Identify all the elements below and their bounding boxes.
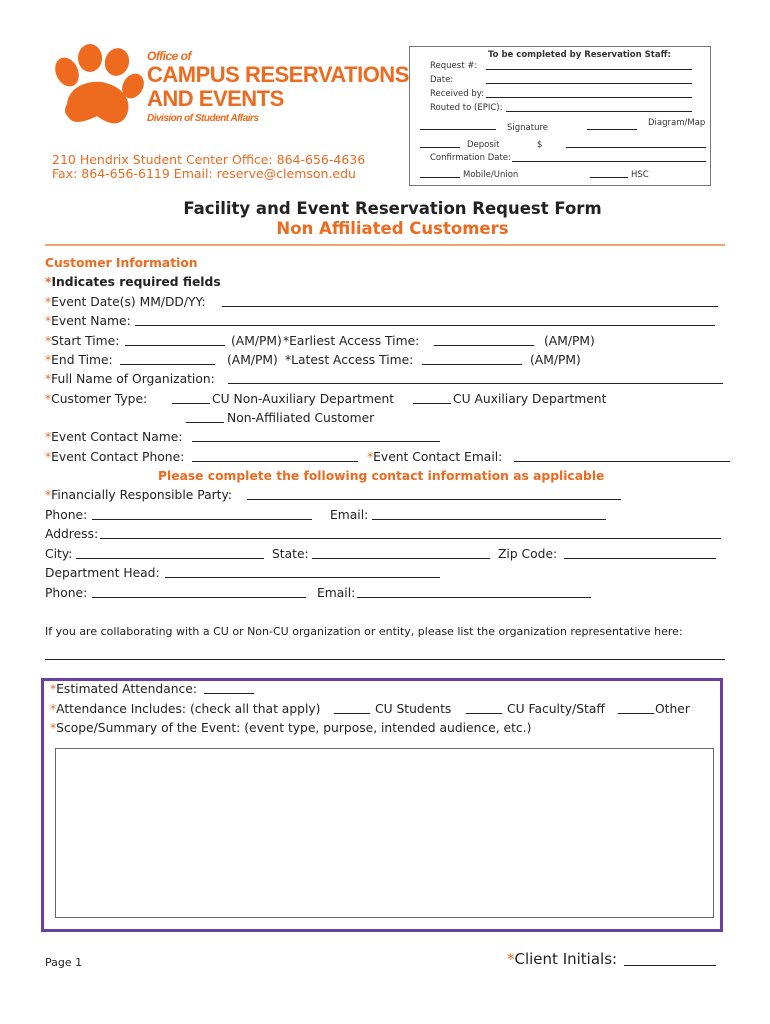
org-name-text: Full Name of Organization: xyxy=(51,372,215,386)
non-affiliated-checkbox[interactable] xyxy=(186,422,224,423)
request-label: Request #: xyxy=(430,61,478,71)
mobile-field[interactable] xyxy=(420,177,460,178)
non-aux-checkbox[interactable] xyxy=(172,403,210,404)
address-line1: 210 Hendrix Student Center Office: 864-656-4636 xyxy=(52,152,366,167)
financial-party-label xyxy=(45,488,232,502)
students-label: CU Students xyxy=(375,702,452,716)
dept-head-input[interactable] xyxy=(165,577,440,578)
asterisk: * xyxy=(50,682,57,696)
amount-field[interactable] xyxy=(566,147,706,148)
contact-name-text: Event Contact Name: xyxy=(51,430,183,444)
phone-label: Phone: xyxy=(45,508,88,522)
staff-box-title: To be completed by Reservation Staff: xyxy=(488,50,671,60)
required-asterisk: * xyxy=(45,275,52,289)
logo-line2: AND EVENTS xyxy=(147,86,284,111)
phone2-input[interactable] xyxy=(92,597,306,598)
state-label: State: xyxy=(272,547,309,561)
address-input[interactable] xyxy=(100,538,721,539)
deposit-label: Deposit xyxy=(467,140,500,150)
event-name-label xyxy=(45,314,131,328)
hsc-label: HSC xyxy=(631,170,649,180)
scope-label xyxy=(50,721,531,735)
request-field[interactable] xyxy=(486,69,692,70)
start-time-label xyxy=(45,334,119,348)
earliest-access-label: *Earliest Access Time: xyxy=(283,334,420,348)
scope-text: Scope/Summary of the Event: (event type, purpose, intended audience, etc.) xyxy=(56,721,532,735)
earliest-access-input[interactable] xyxy=(434,345,534,346)
start-ampm: (AM/PM) xyxy=(231,334,282,348)
asterisk: * xyxy=(45,392,52,406)
event-name-text: Event Name: xyxy=(51,314,131,328)
contact-note: Please complete the following contact information as applicable xyxy=(158,469,605,483)
client-initials-text: Client Initials: xyxy=(514,950,618,968)
email-input[interactable] xyxy=(372,519,606,520)
mobile-label: Mobile/Union xyxy=(463,170,519,180)
latest-ampm: (AM/PM) xyxy=(530,353,581,367)
other-checkbox[interactable] xyxy=(618,713,654,714)
routed-label: Routed to (EPIC): xyxy=(430,103,503,113)
attendance-text: Estimated Attendance: xyxy=(56,682,197,696)
org-name-input[interactable] xyxy=(228,383,723,384)
non-affiliated-label: Non-Affiliated Customer xyxy=(227,411,375,425)
end-time-text: End Time: xyxy=(51,353,113,367)
logo-line1: CAMPUS RESERVATIONS xyxy=(147,62,409,87)
non-aux-label: CU Non-Auxiliary Department xyxy=(212,392,395,406)
city-input[interactable] xyxy=(76,558,264,559)
attendance-input[interactable] xyxy=(204,693,254,694)
zip-input[interactable] xyxy=(564,558,716,559)
confirmation-field[interactable] xyxy=(512,161,706,162)
org-name-label xyxy=(45,372,215,386)
other-label: Other xyxy=(655,702,690,716)
diagram-label: Diagram/Map xyxy=(648,118,706,128)
event-dates-input[interactable] xyxy=(222,306,718,307)
required-note xyxy=(45,275,221,289)
hsc-field[interactable] xyxy=(590,177,628,178)
asterisk: * xyxy=(367,450,374,464)
routed-field[interactable] xyxy=(506,111,692,112)
end-time-input[interactable] xyxy=(120,364,215,365)
city-label: City: xyxy=(45,547,73,561)
section-customer-heading: Customer Information xyxy=(45,256,198,270)
end-time-label xyxy=(45,353,113,367)
customer-type-text: Customer Type: xyxy=(51,392,148,406)
signature-label: Signature xyxy=(507,123,549,133)
logo-office-of: Office of xyxy=(147,49,191,63)
contact-name-label xyxy=(45,430,182,444)
diagram-field[interactable] xyxy=(587,129,637,130)
faculty-checkbox[interactable] xyxy=(466,713,502,714)
attendance-includes-text: Attendance Includes: (check all that apply) xyxy=(56,702,321,716)
customer-type-label xyxy=(45,392,147,406)
contact-phone-text: Event Contact Phone: xyxy=(51,450,185,464)
email2-label: Email: xyxy=(317,586,356,600)
asterisk: * xyxy=(50,702,57,716)
contact-email-label xyxy=(367,450,502,464)
aux-label: CU Auxiliary Department xyxy=(453,392,607,406)
collab-input[interactable] xyxy=(45,659,725,660)
event-dates-text: Event Date(s) MM/DD/YY: xyxy=(51,295,206,309)
client-initials-input[interactable] xyxy=(624,965,716,966)
asterisk: * xyxy=(50,721,57,735)
asterisk: * xyxy=(45,353,52,367)
financial-party-text: Financially Responsible Party: xyxy=(51,488,233,502)
phone2-label: Phone: xyxy=(45,586,88,600)
email2-input[interactable] xyxy=(357,597,591,598)
received-field[interactable] xyxy=(486,97,692,98)
contact-email-text: Event Contact Email: xyxy=(373,450,503,464)
asterisk: * xyxy=(45,488,52,502)
required-note-text: Indicates required fields xyxy=(51,275,221,289)
start-time-input[interactable] xyxy=(125,345,225,346)
asterisk: * xyxy=(45,450,52,464)
contact-phone-label xyxy=(45,450,184,464)
received-label: Received by: xyxy=(430,89,485,99)
contact-email-input[interactable] xyxy=(514,461,730,462)
confirmation-label: Confirmation Date: xyxy=(430,153,511,163)
email-label: Email: xyxy=(330,508,369,522)
earliest-ampm: (AM/PM) xyxy=(544,334,595,348)
asterisk: * xyxy=(45,314,52,328)
asterisk: * xyxy=(45,334,52,348)
contact-phone-input[interactable] xyxy=(192,461,358,462)
start-time-text: Start Time: xyxy=(51,334,120,348)
attendance-label xyxy=(50,682,197,696)
faculty-label: CU Faculty/Staff xyxy=(507,702,605,716)
collab-note: If you are collaborating with a CU or Non-CU organization or entity, please list the organization representative here: xyxy=(45,625,683,638)
attendance-includes-label xyxy=(50,702,320,716)
zip-label: Zip Code: xyxy=(498,547,558,561)
event-name-input[interactable] xyxy=(135,325,715,326)
aux-checkbox[interactable] xyxy=(413,403,451,404)
page-title: Facility and Event Reservation Request Form xyxy=(183,199,602,218)
students-checkbox[interactable] xyxy=(334,713,370,714)
phone-input[interactable] xyxy=(92,519,312,520)
page-subtitle: Non Affiliated Customers xyxy=(276,219,509,238)
financial-party-input[interactable] xyxy=(247,499,621,500)
latest-access-input[interactable] xyxy=(422,364,522,365)
date-field[interactable] xyxy=(486,83,692,84)
deposit-field[interactable] xyxy=(420,147,460,148)
end-ampm: (AM/PM) xyxy=(227,353,278,367)
tiger-paw-logo xyxy=(47,44,147,128)
event-dates-label xyxy=(45,295,206,309)
address-label: Address: xyxy=(45,527,99,541)
dept-head-label: Department Head: xyxy=(45,566,160,580)
scope-textarea[interactable] xyxy=(55,748,714,918)
asterisk: * xyxy=(45,372,52,386)
title-separator xyxy=(45,244,725,246)
dollar-label: $ xyxy=(537,140,543,150)
asterisk: * xyxy=(45,430,52,444)
state-input[interactable] xyxy=(312,558,490,559)
page-number: Page 1 xyxy=(45,956,83,969)
logo-division: Division of Student Affairs xyxy=(147,113,259,124)
contact-name-input[interactable] xyxy=(192,441,440,442)
latest-access-label: *Latest Access Time: xyxy=(285,353,414,367)
date-label: Date: xyxy=(430,75,454,85)
asterisk: * xyxy=(507,950,515,968)
asterisk: * xyxy=(45,295,52,309)
client-initials-label xyxy=(507,951,617,968)
signature-field[interactable] xyxy=(420,129,496,130)
address-line2: Fax: 864-656-6119 Email: reserve@clemson.edu xyxy=(52,166,356,181)
